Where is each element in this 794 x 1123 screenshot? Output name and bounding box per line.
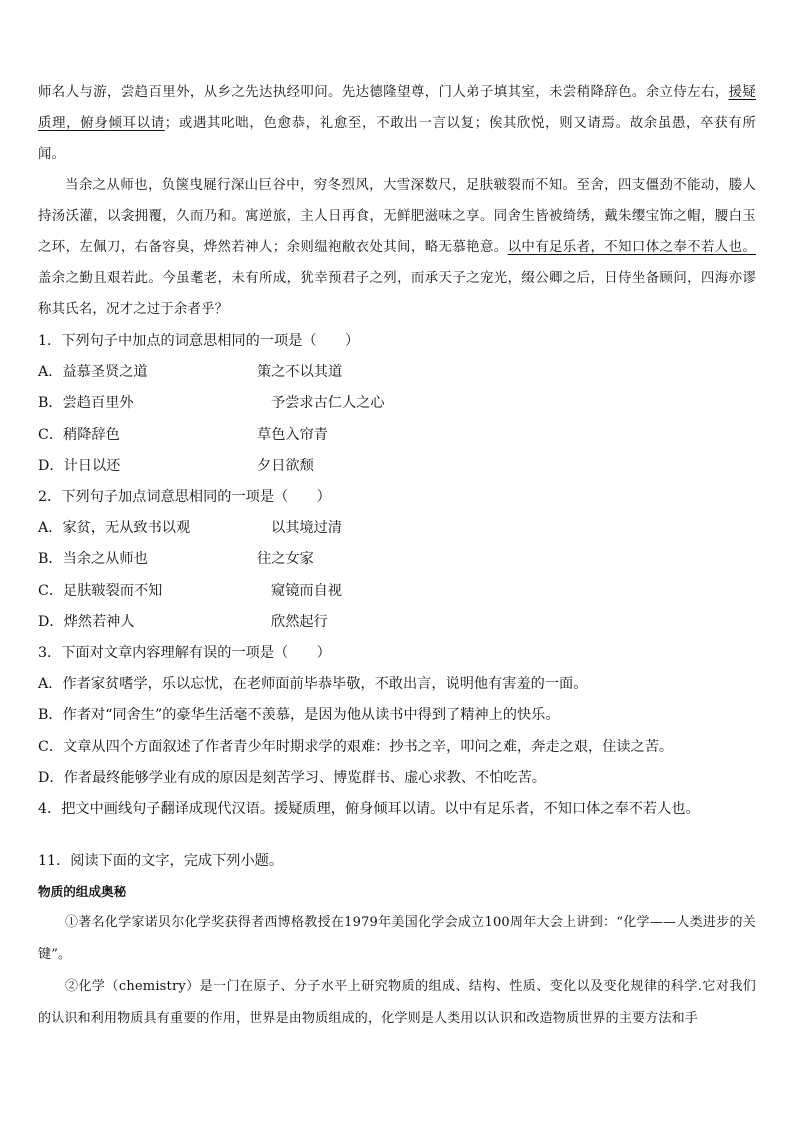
question-3-option-b: B．作者对“同舍生”的豪华生活毫不羡慕，是因为他从读书中得到了精神上的快乐。 (38, 707, 560, 723)
question-2-option-c: C．足肤皲裂而不知 窥镜而自视 (38, 583, 342, 599)
question-2-option-a: A．家贫，无从致书以观 以其境过清 (38, 520, 342, 536)
question-3-option-a: A．作者家贫嗜学，乐以忘忧，在老师面前毕恭毕敬，不敢出言，说明他有害羞的一面。 (38, 676, 588, 692)
question-4-stem: 4．把文中画线句子翻译成现代汉语。援疑质理，俯身倾耳以请。以中有足乐者，不知口体之奉不若人也。 (38, 801, 700, 817)
passage-text: 当余之从师也，负箧曳屣行深山巨谷中，穷冬烈风，大雪深数尺，足肤皲裂而不知。至舍，四支僵劲不能动，媵人持汤沃灌，以衾拥覆，久而乃和。寓逆旅，主人日再食，无鲜肥滋味之享。同舍生皆被绮绣，戴朱缨宝饰之帽，腰白玉之环，左佩刀，右备容臭，烨然若神人；余则缊袍敝衣处其间，略无慕艳意。 (38, 178, 756, 255)
question-3-stem: 3．下面对文章内容理解有误的一项是（ ） (38, 645, 331, 661)
section-11-title: 11．阅读下面的文字，完成下列小题。 (38, 853, 284, 869)
classical-passage (38, 77, 756, 325)
underlined-sentence-1: 援疑质理，俯身倾耳以请 (38, 85, 756, 131)
passage-text: 盖余之勤且艰若此。今虽耄老，未有所成，犹幸预君子之列，而承天子之宠光，缀公卿之后，日侍坐备顾问，四海亦谬称其氏名，况才之过于余者乎？ (38, 271, 756, 317)
question-1-option-b: B．尝趋百里外 予尝求古仁人之心 (38, 395, 385, 411)
question-2-option-d: D．烨然若神人 欣然起行 (38, 614, 328, 630)
section-11-body (38, 907, 756, 1035)
question-2-option-b: B．当余之从师也 往之女家 (38, 551, 314, 567)
passage-paragraph-1 (38, 77, 756, 170)
question-1-stem: 1．下列句子中加点的词意思相同的一项是（ ） (38, 333, 360, 349)
section-11-paragraph-2: ②化学（chemistry）是一门在原子、分子水平上研究物质的组成、结构、性质、变化以及变化规律的科学.它对我们的认识和利用物质具有重要的作用，世界是由物质组成的，化学则是人类用以认识和改造物质世界的主要方法和手 (38, 979, 756, 1026)
passage-text: 师名人与游，尝趋百里外，从乡之先达执经叩问。先达德隆望尊，门人弟子填其室，未尝稍降辞色。余立侍左右， (38, 85, 729, 100)
question-3-option-c: C．文章从四个方面叙述了作者青少年时期求学的艰难：抄书之辛，叩问之难，奔走之艰，住读之苦。 (38, 739, 674, 755)
question-1-option-c: C．稍降辞色 草色入帘青 (38, 427, 328, 443)
underlined-sentence-2: 以中有足乐者，不知口体之奉不若人也。 (507, 240, 756, 255)
question-1-option-a: A．益慕圣贤之道 策之不以其道 (38, 364, 343, 380)
question-3-option-d: D．作者最终能够学业有成的原因是刻苦学习、博览群书、虚心求教、不怕吃苦。 (38, 770, 546, 786)
question-2-stem: 2．下列句子加点词意思相同的一项是（ ） (38, 489, 331, 505)
passage-text: ；或遇其叱咄，色愈恭，礼愈至，不敢出一言以复；俟其欣悦，则又请焉。故余虽愚，卒获有所闻。 (38, 116, 756, 162)
question-1-option-d: D．计日以还 夕日欲颓 (38, 458, 314, 474)
section-11-subtitle: 物质的组成奥秘 (38, 884, 127, 899)
section-11-paragraph-1: ①著名化学家诺贝尔化学奖获得者西博格教授在1979年美国化学会成立100周年大会上讲到：“化学——人类进步的关键”。 (38, 915, 756, 962)
passage-paragraph-2 (38, 170, 756, 325)
